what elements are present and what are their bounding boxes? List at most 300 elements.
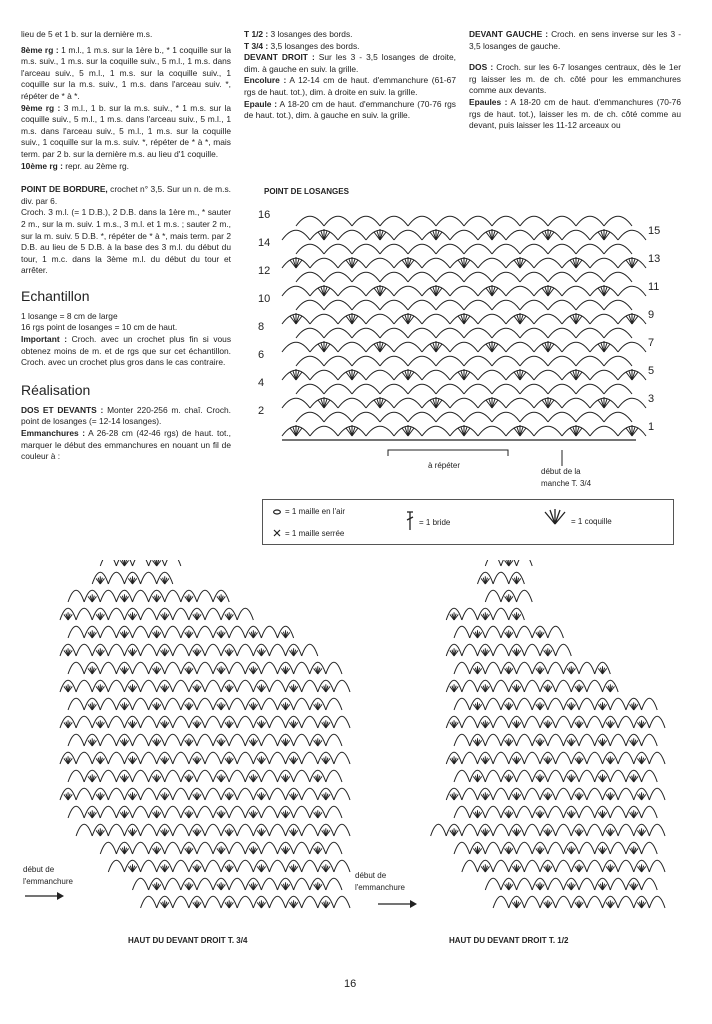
shell-stitch [512,684,520,692]
chain-arc [100,770,116,782]
chain-arc [562,342,590,352]
shell-stitch [536,846,544,854]
paragraph-epaules [469,97,681,132]
diagram-front-t12 [395,560,695,930]
repeat-bracket [388,450,508,456]
shell-stitch [322,828,330,836]
shell-stitch [512,576,520,584]
shell-stitch [289,684,297,692]
shell-stitch [512,900,520,908]
chain-arc [524,788,540,800]
chain-arc [548,626,564,638]
shell-stitch [606,864,614,872]
chain-arc [294,806,310,818]
chain-arc [324,244,352,254]
text: lieu de 5 et 1 b. sur la dernière m.s. [21,29,153,39]
shell-stitch [96,720,104,728]
shell-stitch [225,792,233,800]
chain-arc [334,896,350,908]
shell-stitch [249,882,257,890]
chain-arc [517,842,533,854]
shell-stitch [606,900,614,908]
chain-arc [493,680,509,692]
row-number-left: 10 [258,293,271,305]
shell-stitch [575,792,583,800]
paragraph-border-2 [21,207,231,277]
chain-arc [524,896,540,908]
shell-stitch [481,612,489,620]
chain-arc [576,244,604,254]
chain-arc [205,680,221,692]
chain-arc [610,770,626,782]
chain-arc [68,806,84,818]
chain-arc [108,752,124,764]
chain-arc [548,878,564,890]
chain-arc [579,770,595,782]
shell-stitch [193,828,201,836]
left-diagram-caption: HAUT DU DEVANT DROIT T. 3/4 [128,936,248,945]
chain-arc [485,770,501,782]
shell-stitch [473,846,481,854]
chain-arc [436,272,464,282]
chain-arc [454,698,470,710]
chain-arc [485,626,501,638]
chain-arc [261,626,277,638]
shell-stitch [322,900,330,908]
shell-stitch [152,630,160,638]
shell-stitch [598,846,606,854]
chain-arc [492,244,520,254]
chain-arc [141,860,157,872]
chain-arc [604,272,632,282]
shell-stitch [505,738,513,746]
chain-arc [562,286,590,296]
shell-stitch [257,792,265,800]
chain-arc [590,426,618,436]
heading-realisation: Réalisation [21,381,91,398]
shell-stitch [544,720,552,728]
chain-arc [520,216,548,226]
chain-arc [133,878,149,890]
size-text: 3 losanges des bords. [268,29,353,39]
sleeve-label-2: manche T. 3/4 [541,479,592,488]
chain-arc [237,680,253,692]
chain-arc [133,698,149,710]
chain-arc [326,806,342,818]
right-arrow-icon [378,898,418,910]
shell-stitch [161,756,169,764]
shell-stitch [257,720,265,728]
chain-arc [534,258,562,268]
chain-arc [237,608,253,620]
section-label: DOS ET DEVANTS : [21,404,104,415]
chain-arc [229,698,245,710]
shell-stitch [314,846,322,854]
section-text: A 26-28 cm (42-46 rgs) de haut. tot., marquer le début des emmanchures en nouant un fil de couleur à : [21,428,231,462]
chain-arc [133,842,149,854]
shell-stitch [185,810,193,818]
chain-arc [590,370,618,380]
chain-arc [394,342,422,352]
shell-stitch [217,882,225,890]
shell-stitch [217,666,225,674]
row-number-right: 7 [648,337,655,349]
chain-arc [197,626,213,638]
shell-stitch [536,666,544,674]
row-number-left: 14 [258,237,271,249]
chain-arc [462,680,478,692]
chain-arc [450,342,478,352]
shell-stitch [450,792,458,800]
row-number-right: 9 [648,309,655,321]
chain-arc [548,244,576,254]
chain-arc [436,356,464,366]
shell-stitch [630,738,638,746]
shell-stitch [257,648,265,656]
chain-arc [108,716,124,728]
chain-arc [520,412,548,422]
chain-arc [302,824,318,836]
chain-arc [548,662,564,674]
paragraph-row8 [21,45,231,103]
shell-stitch [544,792,552,800]
section-label: DOS : [469,62,494,73]
size-label: T 1/2 : [244,29,269,39]
chain-arc [548,300,576,310]
shell-stitch [217,846,225,854]
shell-stitch [575,684,583,692]
chain-arc [294,770,310,782]
chain-arc [517,560,533,566]
chain-arc [587,680,603,692]
size-label: T 3/4 : [244,40,269,51]
chain-arc [133,662,149,674]
chain-arc [454,734,470,746]
chain-arc [380,244,408,254]
row-label: 9ème rg : [21,102,61,113]
chain-arc [108,680,124,692]
chain-arc [548,770,564,782]
chain-arc [649,860,665,872]
paragraph-dos [469,62,681,97]
chain-arc [205,752,221,764]
chain-arc [408,300,436,310]
shell-stitch [152,846,160,854]
chain-arc [173,716,189,728]
shell-stitch [289,828,297,836]
shell-stitch [637,828,645,836]
chain-arc [282,286,310,296]
chain-arc [464,216,492,226]
chain-arc [618,342,646,352]
chain-arc [173,608,189,620]
chain-arc [548,806,564,818]
chain-arc [462,644,478,656]
chain-arc [394,230,422,240]
chain-arc [296,384,324,394]
chain-arc [197,842,213,854]
section-label: Important : [21,334,68,345]
section-text: crochet n° 3,5. Sur un n. de m.s. div. par 6. [21,184,231,206]
shell-stitch [64,648,72,656]
chain-arc [338,342,366,352]
shell-stitch [225,720,233,728]
chain-arc [108,644,124,656]
section-label: Emmanchures : [21,428,86,439]
chain-arc [324,412,352,422]
chain-arc [562,230,590,240]
chain-arc [165,662,181,674]
right-arrow-label-2: l'emmanchure [355,883,405,892]
shell-stitch [225,684,233,692]
chain-arc [141,752,157,764]
chain-arc [548,328,576,338]
chain-arc [618,788,634,800]
row-number-right: 15 [648,225,661,237]
section-text: Sur les 3 - 3,5 losanges de droite, dim. à gauche en suiv. la grille. [244,52,456,74]
chain-arc [579,734,595,746]
section-label: Epaule : [244,98,278,109]
chain-arc [133,560,149,566]
shell-stitch [64,612,72,620]
shell-stitch [217,594,225,602]
shell-stitch [630,774,638,782]
shell-stitch [505,630,513,638]
chain-arc [493,716,509,728]
chain-arc [576,300,604,310]
shell-stitch [128,864,136,872]
shell-stitch [128,648,136,656]
paragraph-t34 [244,41,456,53]
chain-arc [436,328,464,338]
shell-stitch [249,738,257,746]
chain-arc [478,258,506,268]
chain-arc [485,560,501,566]
shell-stitch [322,864,330,872]
shell-stitch [598,810,606,818]
shell-stitch [217,774,225,782]
chain-arc [485,734,501,746]
chain-arc [520,244,548,254]
shell-stitch [637,900,645,908]
chain-arc [338,398,366,408]
shell-stitch [161,684,169,692]
chain-arc [462,752,478,764]
shell-stitch [96,684,104,692]
shell-stitch [120,810,128,818]
chain-arc [618,752,634,764]
chain-arc [380,412,408,422]
chain-arc [492,384,520,394]
chain-arc [642,770,658,782]
chain-arc [165,626,181,638]
chain-arc [534,426,562,436]
paragraph-row10 [21,161,231,173]
shell-stitch [152,666,160,674]
chain-arc [610,734,626,746]
chain-arc [326,770,342,782]
chain-arc [587,896,603,908]
shell-stitch [185,882,193,890]
row-number-left: 16 [258,209,271,221]
chain-arc [380,328,408,338]
shell-stitch [505,666,513,674]
chain-arc [517,590,533,602]
shell-stitch [281,882,289,890]
chain-arc [261,662,277,674]
chain-arc [450,286,478,296]
chain-arc [229,842,245,854]
shell-stitch [567,702,575,710]
row-number-left: 4 [258,377,265,389]
chain-arc [173,788,189,800]
section-text: A 18-20 cm de haut. d'emmanchures (70-76 rgs de haut. tot.), laisser les m. de ch. côté comme au devant, puis laisser les 11-12 arceaux ou [469,96,681,131]
row-number-right: 1 [648,421,655,433]
chain-arc [100,806,116,818]
shell-stitch [606,756,614,764]
chain-arc [324,272,352,282]
shell-stitch [450,684,458,692]
chain-arc [324,300,352,310]
chain-arc [618,860,634,872]
shell-stitch [152,774,160,782]
chain-arc [269,644,285,656]
chain-arc [237,896,253,908]
chain-arc [237,752,253,764]
chain-arc [618,398,646,408]
chain-arc [76,752,92,764]
chain-arc [173,824,189,836]
shell-stitch [152,594,160,602]
chain-arc [485,590,501,602]
chain-arc [334,752,350,764]
shell-stitch [575,828,583,836]
shell-stitch [193,864,201,872]
shell-stitch [481,576,489,584]
shell-stitch [161,900,169,908]
section-text: Monter 220-256 m. chaî. Croch. point de losanges (= 12-14 losanges). [21,404,232,427]
chain-arc [261,842,277,854]
chain-arc [205,860,221,872]
shell-stitch [161,648,169,656]
paragraph-border [21,184,231,207]
chain-arc [408,384,436,394]
shell-stitch [314,702,322,710]
shell-stitch [637,792,645,800]
shell-stitch [630,846,638,854]
chain-arc [68,770,84,782]
shell-stitch [217,738,225,746]
chain-arc [366,314,394,324]
chain-arc [587,788,603,800]
shell-stitch [96,792,104,800]
chain-arc [76,824,92,836]
shell-stitch [217,702,225,710]
shell-stitch [289,864,297,872]
chain-arc [576,412,604,422]
row-number-left: 6 [258,349,265,361]
shell-stitch [567,882,575,890]
shell-stitch [64,756,72,764]
section-text: Croch. 3 m.l. (= 1 D.B.), 2 D.B. dans la 1ère m., * sauter 2 m., sur la m. suiv. 1 m.s., 3 m.l. et 1 m.s. ; sauter 2 m., sur la m. suiv. 5 D.B. *, répéter de * à *, mais term. par 2 D.B. au lieu de 5 D.B. à la base des 3 m.l. du début du tour, 1 m.c. dans la 3ème m.l. du début du tour et arrêter. [21,207,231,276]
chain-arc [548,412,576,422]
chain-arc [141,824,157,836]
shell-stitch [249,702,257,710]
paragraph-dos-devants [21,405,231,428]
paragraph-important [21,334,231,369]
chain-arc [454,806,470,818]
chain-arc [517,878,533,890]
chain-arc [294,662,310,674]
shell-stitch [637,864,645,872]
chain-arc [485,806,501,818]
chain-arc [520,272,548,282]
chain-arc [205,788,221,800]
section-label: Encolure : [244,75,287,86]
shell-stitch [481,720,489,728]
chain-arc [492,412,520,422]
shell-stitch [505,594,513,602]
chain-arc [493,572,509,584]
chain-arc [237,716,253,728]
chain-arc [604,300,632,310]
chain-arc [394,286,422,296]
chain-arc [464,328,492,338]
legend-sc-label: = 1 maille serrée [285,529,345,538]
chain-arc [642,806,658,818]
shell-stitch [185,774,193,782]
chain-arc [520,384,548,394]
chain-arc [524,680,540,692]
shell-stitch [281,846,289,854]
chain-arc [229,734,245,746]
chain-arc [197,590,213,602]
chain-arc [165,842,181,854]
stitch-chart [250,198,670,488]
shell-stitch [505,774,513,782]
chain-arc [173,680,189,692]
chain-arc [133,806,149,818]
chain-arc [454,770,470,782]
chain-arc [165,770,181,782]
chain-arc [576,216,604,226]
chain-arc [556,788,572,800]
shell-stitch [505,846,513,854]
chain-arc [108,572,124,584]
chain-arc [464,272,492,282]
chain-arc [492,216,520,226]
chain-arc [366,426,394,436]
chain-arc [334,716,350,728]
shell-stitch [567,846,575,854]
chain-arc [548,356,576,366]
chain-arc [380,384,408,394]
shell-stitch [281,774,289,782]
shell-stitch [630,882,638,890]
chain-arc [579,842,595,854]
chain-arc [302,788,318,800]
chain-arc [352,328,380,338]
row-text: repr. au 2ème rg. [62,160,130,171]
chain-arc [352,356,380,366]
chain-arc [524,716,540,728]
shell-stitch [473,774,481,782]
chain-arc [100,698,116,710]
chain-arc [642,842,658,854]
chain-arc [76,608,92,620]
chain-arc [380,272,408,282]
chain-arc [649,788,665,800]
